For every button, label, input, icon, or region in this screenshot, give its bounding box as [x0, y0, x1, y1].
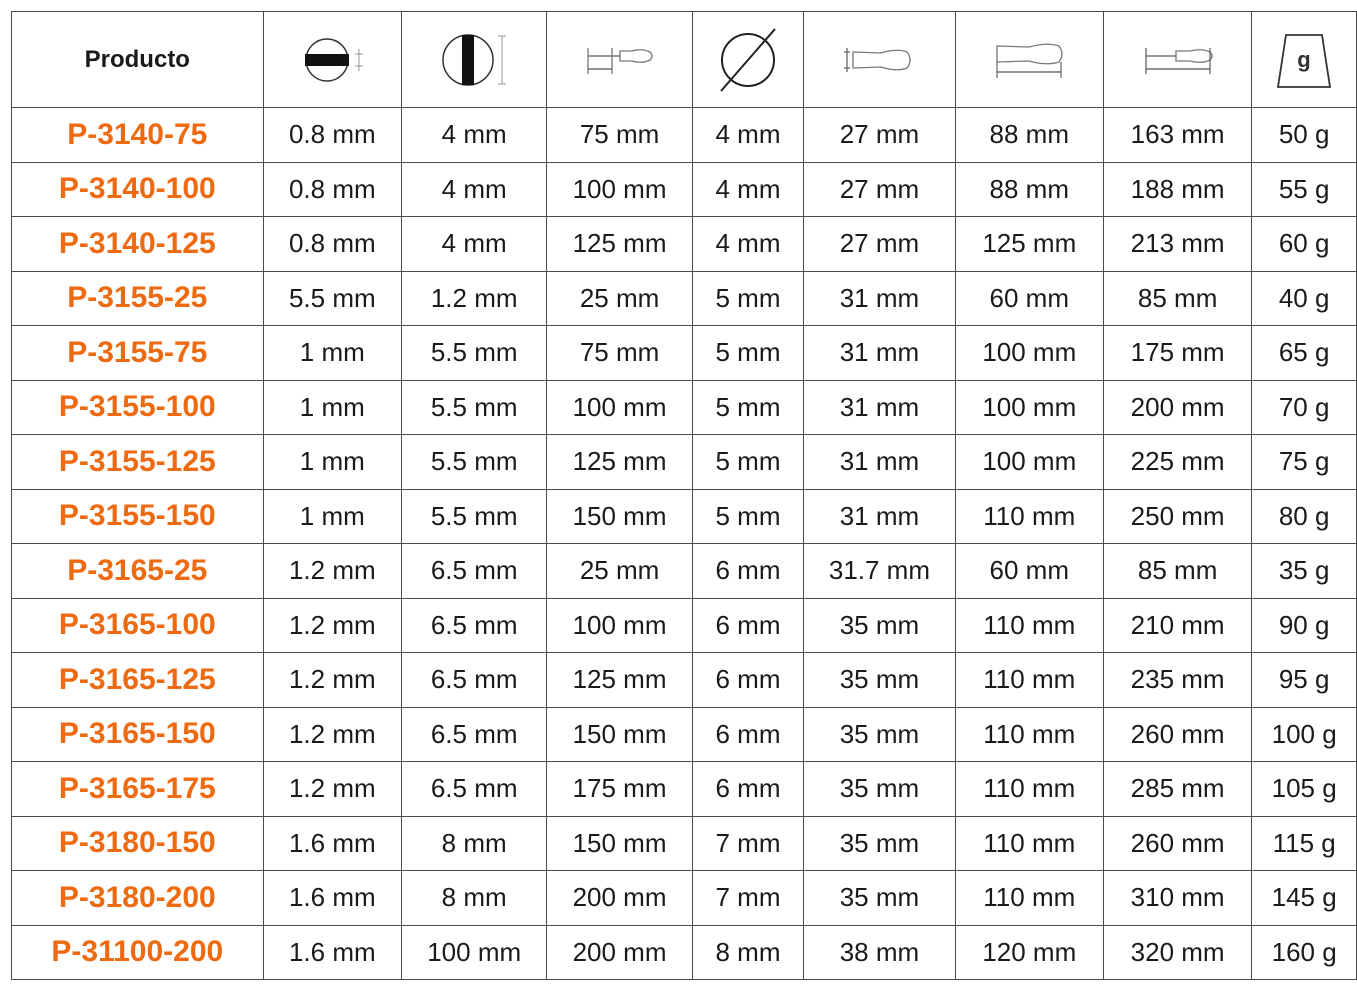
spec-value: 31 mm — [804, 380, 955, 435]
product-code: P-3140-75 — [12, 108, 264, 163]
spec-value: 100 mm — [955, 326, 1103, 381]
table-row — [12, 162, 1357, 217]
product-code: P-3165-25 — [12, 544, 264, 599]
table-row — [12, 380, 1357, 435]
spec-value: 110 mm — [955, 871, 1103, 926]
table-row — [12, 707, 1357, 762]
header-blade-width — [401, 12, 546, 108]
spec-value: 8 mm — [401, 871, 546, 926]
spec-value: 175 mm — [547, 762, 692, 817]
spec-value: 1.6 mm — [263, 816, 401, 871]
spec-value: 1.2 mm — [263, 544, 401, 599]
product-code: P-3140-125 — [12, 217, 264, 272]
header-diameter — [692, 12, 804, 108]
spec-value: 110 mm — [955, 762, 1103, 817]
blade-thickness-icon — [297, 35, 367, 85]
spec-value: 6.5 mm — [401, 544, 546, 599]
spec-value: 75 mm — [547, 326, 692, 381]
spec-value: 31 mm — [804, 489, 955, 544]
spec-value: 200 mm — [547, 925, 692, 980]
spec-value: 27 mm — [804, 217, 955, 272]
product-code: P-3155-125 — [12, 435, 264, 490]
spec-value: 115 g — [1252, 816, 1357, 871]
table-row — [12, 108, 1357, 163]
spec-value: 95 g — [1252, 653, 1357, 708]
handle-diameter-icon — [841, 42, 917, 78]
handle-length-icon — [989, 38, 1069, 82]
spec-value: 4 mm — [692, 162, 804, 217]
spec-value: 25 mm — [547, 271, 692, 326]
header-product-label: Producto — [84, 45, 190, 73]
table-row — [12, 762, 1357, 817]
spec-value: 1 mm — [263, 326, 401, 381]
weight-glyph: g — [1297, 46, 1311, 72]
spec-value: 125 mm — [547, 435, 692, 490]
spec-value: 1.6 mm — [263, 871, 401, 926]
spec-value: 1.2 mm — [263, 598, 401, 653]
table-body — [12, 108, 1357, 980]
table-row — [12, 271, 1357, 326]
spec-value: 1.2 mm — [263, 762, 401, 817]
spec-value: 5 mm — [692, 435, 804, 490]
spec-value: 31.7 mm — [804, 544, 955, 599]
spec-value: 35 mm — [804, 598, 955, 653]
table-row — [12, 925, 1357, 980]
spec-value: 1.2 mm — [263, 653, 401, 708]
spec-value: 6 mm — [692, 544, 804, 599]
table-row — [12, 435, 1357, 490]
table-row — [12, 326, 1357, 381]
spec-value: 65 g — [1252, 326, 1357, 381]
header-weight — [1252, 12, 1357, 108]
spec-value: 1 mm — [263, 380, 401, 435]
spec-value: 85 mm — [1103, 544, 1251, 599]
table-row — [12, 653, 1357, 708]
header-total-length — [1103, 12, 1251, 108]
spec-value: 35 mm — [804, 653, 955, 708]
spec-value: 100 mm — [547, 162, 692, 217]
spec-value: 4 mm — [401, 162, 546, 217]
header-handle-diameter — [804, 12, 955, 108]
product-code: P-3180-150 — [12, 816, 264, 871]
header-row — [12, 12, 1357, 108]
spec-value: 125 mm — [547, 653, 692, 708]
spec-value: 6.5 mm — [401, 707, 546, 762]
spec-value: 145 g — [1252, 871, 1357, 926]
diameter-icon — [715, 25, 781, 95]
spec-value: 75 mm — [547, 108, 692, 163]
product-code: P-3155-150 — [12, 489, 264, 544]
header-handle-length — [955, 12, 1103, 108]
spec-value: 60 mm — [955, 271, 1103, 326]
spec-value: 6 mm — [692, 653, 804, 708]
spec-value: 5.5 mm — [401, 489, 546, 544]
spec-value: 213 mm — [1103, 217, 1251, 272]
spec-value: 90 g — [1252, 598, 1357, 653]
spec-value: 35 mm — [804, 816, 955, 871]
product-code: P-3155-25 — [12, 271, 264, 326]
spec-value: 100 mm — [547, 598, 692, 653]
product-code: P-3155-75 — [12, 326, 264, 381]
spec-value: 80 g — [1252, 489, 1357, 544]
table-row — [12, 871, 1357, 926]
spec-value: 35 mm — [804, 707, 955, 762]
spec-value: 8 mm — [401, 816, 546, 871]
spec-value: 5 mm — [692, 380, 804, 435]
spec-value: 125 mm — [547, 217, 692, 272]
spec-value: 150 mm — [547, 816, 692, 871]
spec-value: 85 mm — [1103, 271, 1251, 326]
spec-value: 70 g — [1252, 380, 1357, 435]
spec-value: 150 mm — [547, 489, 692, 544]
spec-value: 60 g — [1252, 217, 1357, 272]
header-blade-length — [547, 12, 692, 108]
table-row — [12, 489, 1357, 544]
spec-value: 6 mm — [692, 598, 804, 653]
spec-value: 100 mm — [401, 925, 546, 980]
spec-value: 100 g — [1252, 707, 1357, 762]
spec-value: 260 mm — [1103, 816, 1251, 871]
spec-value: 1.2 mm — [263, 707, 401, 762]
spec-value: 110 mm — [955, 707, 1103, 762]
spec-value: 1.6 mm — [263, 925, 401, 980]
product-code: P-3140-100 — [12, 162, 264, 217]
weight-icon — [1272, 27, 1336, 93]
spec-value: 75 g — [1252, 435, 1357, 490]
spec-value: 7 mm — [692, 871, 804, 926]
spec-value: 150 mm — [547, 707, 692, 762]
spec-value: 31 mm — [804, 271, 955, 326]
spec-value: 120 mm — [955, 925, 1103, 980]
product-code: P-3165-150 — [12, 707, 264, 762]
spec-value: 4 mm — [692, 217, 804, 272]
spec-value: 310 mm — [1103, 871, 1251, 926]
spec-value: 60 mm — [955, 544, 1103, 599]
spec-value: 6 mm — [692, 762, 804, 817]
blade-width-icon — [434, 32, 514, 88]
spec-value: 40 g — [1252, 271, 1357, 326]
spec-value: 125 mm — [955, 217, 1103, 272]
header-blade-thickness — [263, 12, 401, 108]
product-code: P-3165-100 — [12, 598, 264, 653]
spec-value: 163 mm — [1103, 108, 1251, 163]
table-row — [12, 217, 1357, 272]
spec-value: 6.5 mm — [401, 762, 546, 817]
table-row — [12, 598, 1357, 653]
spec-value: 100 mm — [547, 380, 692, 435]
spec-value: 110 mm — [955, 653, 1103, 708]
spec-value: 250 mm — [1103, 489, 1251, 544]
spec-value: 175 mm — [1103, 326, 1251, 381]
spec-value: 4 mm — [692, 108, 804, 163]
spec-value: 8 mm — [692, 925, 804, 980]
spec-value: 88 mm — [955, 108, 1103, 163]
spec-value: 200 mm — [547, 871, 692, 926]
spec-value: 35 mm — [804, 762, 955, 817]
spec-value: 35 g — [1252, 544, 1357, 599]
table-row — [12, 544, 1357, 599]
spec-value: 110 mm — [955, 598, 1103, 653]
spec-value: 0.8 mm — [263, 108, 401, 163]
spec-value: 100 mm — [955, 380, 1103, 435]
spec-value: 50 g — [1252, 108, 1357, 163]
product-code: P-3165-175 — [12, 762, 264, 817]
spec-value: 1.2 mm — [401, 271, 546, 326]
spec-value: 5.5 mm — [263, 271, 401, 326]
spec-value: 27 mm — [804, 108, 955, 163]
spec-value: 100 mm — [955, 435, 1103, 490]
spec-value: 31 mm — [804, 326, 955, 381]
spec-value: 5 mm — [692, 489, 804, 544]
spec-value: 320 mm — [1103, 925, 1251, 980]
spec-value: 88 mm — [955, 162, 1103, 217]
spec-value: 5 mm — [692, 271, 804, 326]
spec-value: 7 mm — [692, 816, 804, 871]
header-product — [12, 12, 264, 108]
product-code: P-3180-200 — [12, 871, 264, 926]
spec-value: 31 mm — [804, 435, 955, 490]
spec-value: 27 mm — [804, 162, 955, 217]
spec-value: 200 mm — [1103, 380, 1251, 435]
spec-value: 110 mm — [955, 816, 1103, 871]
spec-value: 160 g — [1252, 925, 1357, 980]
spec-value: 35 mm — [804, 871, 955, 926]
spec-value: 1 mm — [263, 489, 401, 544]
spec-table-container — [11, 11, 1357, 980]
spec-value: 1 mm — [263, 435, 401, 490]
total-length-icon — [1138, 40, 1218, 80]
spec-value: 38 mm — [804, 925, 955, 980]
spec-value: 210 mm — [1103, 598, 1251, 653]
spec-value: 4 mm — [401, 108, 546, 163]
product-code: P-31100-200 — [12, 925, 264, 980]
spec-value: 55 g — [1252, 162, 1357, 217]
spec-value: 285 mm — [1103, 762, 1251, 817]
spec-value: 6 mm — [692, 707, 804, 762]
blade-length-icon — [582, 40, 658, 80]
spec-value: 5.5 mm — [401, 380, 546, 435]
spec-value: 6.5 mm — [401, 653, 546, 708]
spec-value: 235 mm — [1103, 653, 1251, 708]
spec-value: 4 mm — [401, 217, 546, 272]
spec-table — [11, 11, 1357, 980]
spec-value: 5 mm — [692, 326, 804, 381]
spec-value: 6.5 mm — [401, 598, 546, 653]
product-code: P-3165-125 — [12, 653, 264, 708]
table-row — [12, 816, 1357, 871]
spec-value: 105 g — [1252, 762, 1357, 817]
spec-value: 110 mm — [955, 489, 1103, 544]
spec-value: 0.8 mm — [263, 217, 401, 272]
spec-value: 260 mm — [1103, 707, 1251, 762]
spec-value: 225 mm — [1103, 435, 1251, 490]
spec-value: 25 mm — [547, 544, 692, 599]
spec-value: 0.8 mm — [263, 162, 401, 217]
product-code: P-3155-100 — [12, 380, 264, 435]
spec-value: 5.5 mm — [401, 326, 546, 381]
spec-value: 188 mm — [1103, 162, 1251, 217]
spec-value: 5.5 mm — [401, 435, 546, 490]
